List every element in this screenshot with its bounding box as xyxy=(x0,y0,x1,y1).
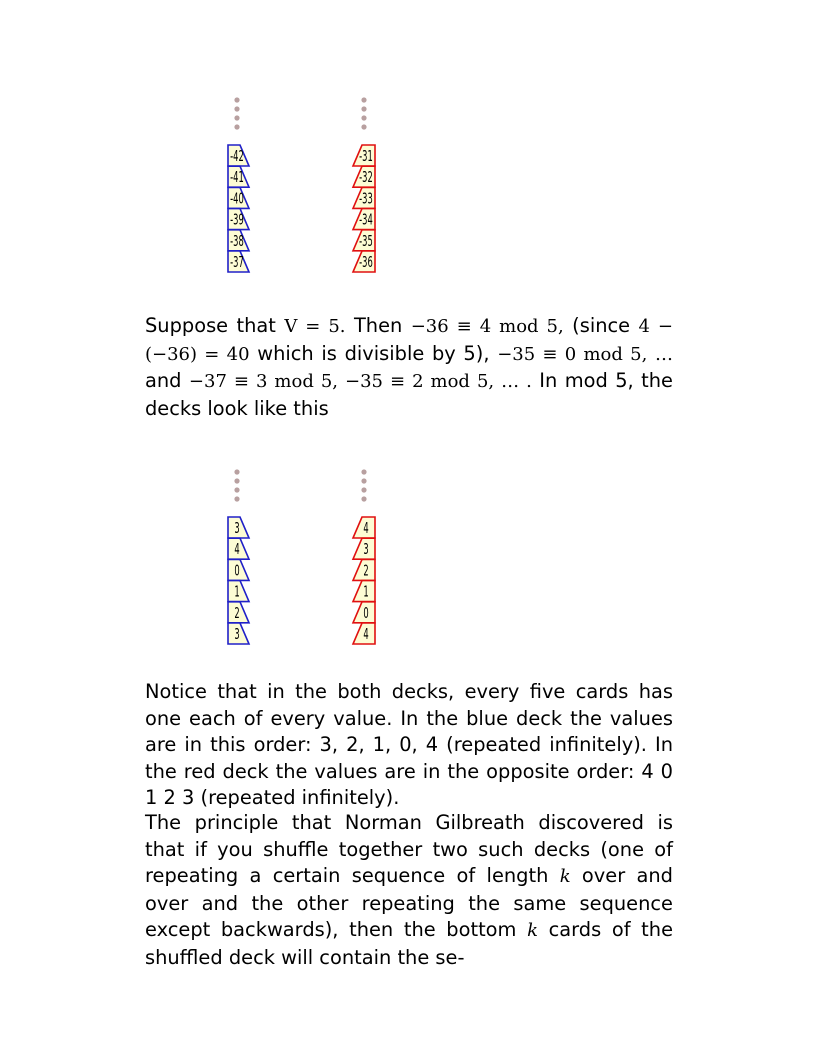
card-value: 4 xyxy=(363,624,369,643)
math-expression: 4 − (−36) = 40 xyxy=(145,316,674,365)
playing-card xyxy=(228,251,249,272)
red-deck xyxy=(353,517,375,644)
playing-card xyxy=(228,166,249,187)
card-value: -37 xyxy=(230,252,244,271)
ellipsis-dot xyxy=(234,487,239,492)
blue-deck-dots xyxy=(234,97,239,129)
ellipsis-dot xyxy=(234,115,239,120)
text: and xyxy=(145,369,189,392)
card-value: 3 xyxy=(363,539,369,558)
ellipsis-dot xyxy=(361,496,366,501)
playing-card xyxy=(228,187,249,208)
text: In mod 5, the decks look like this xyxy=(145,369,673,420)
playing-card xyxy=(353,559,375,580)
text xyxy=(647,342,655,365)
text: over and over and the other repeating the same sequence except backwards), then the bottom xyxy=(145,864,673,941)
decks-svg-2 xyxy=(0,460,816,660)
card-value: -34 xyxy=(359,210,373,229)
card-value: -36 xyxy=(359,252,373,271)
card-value: -39 xyxy=(230,210,244,229)
playing-card xyxy=(228,538,249,559)
card-value: -38 xyxy=(230,231,244,250)
text: which is divisible by 5), xyxy=(249,341,498,365)
card-value: -42 xyxy=(230,146,244,165)
card-value: 1 xyxy=(234,582,240,601)
text: cards of the shuffled deck will contain the se- xyxy=(145,918,674,969)
paragraph-deck-order: Notice that in the both decks, every five cards has one each of every value. In the blue deck the values are in this order: 3, 2, 1, 0, 4 (repeated infinitely). In the red deck the values are in the opposite order: 4 0 1 2 3 (repeated infinitely). xyxy=(145,680,673,809)
math-variable-k: k xyxy=(527,920,538,941)
card-value: 0 xyxy=(234,560,240,580)
playing-card xyxy=(353,145,375,166)
playing-card xyxy=(353,623,375,644)
card-value: -40 xyxy=(230,188,244,208)
ellipsis-dot xyxy=(234,124,239,129)
paragraph-mod-explanation xyxy=(145,313,673,422)
math-expression: −37 ≡ 3 mod 5, −35 ≡ 2 mod 5, … . xyxy=(188,371,532,392)
figure-decks-integers xyxy=(0,88,816,288)
text: Then xyxy=(345,314,411,337)
card-value: -31 xyxy=(359,146,373,165)
ellipsis-dot xyxy=(361,106,366,111)
red-deck-dots xyxy=(361,469,366,501)
ellipsis-dot xyxy=(234,469,239,474)
ellipsis-dot xyxy=(361,124,366,129)
ellipsis-dot xyxy=(361,487,366,492)
ellipsis-dot xyxy=(234,496,239,501)
ellipsis-dot xyxy=(361,115,366,120)
card-value: 3 xyxy=(234,518,240,537)
playing-card xyxy=(353,166,375,187)
playing-card xyxy=(228,209,249,230)
red-deck-dots xyxy=(361,97,366,129)
card-value: 2 xyxy=(363,560,369,580)
playing-card xyxy=(353,209,375,230)
blue-deck-dots xyxy=(234,469,239,501)
playing-card xyxy=(353,602,375,623)
paragraph-gilbreath-principle xyxy=(145,810,673,971)
playing-card xyxy=(228,230,249,251)
playing-card xyxy=(228,517,249,538)
ellipsis-dot xyxy=(234,478,239,483)
playing-card xyxy=(353,230,375,251)
card-value: 0 xyxy=(363,603,369,622)
figure-decks-mod-5 xyxy=(0,460,816,660)
math-ellipsis: … xyxy=(655,343,674,365)
ellipsis-dot xyxy=(361,97,366,102)
blue-deck xyxy=(228,517,249,644)
decks-svg-1 xyxy=(0,88,816,288)
playing-card xyxy=(353,517,375,538)
ellipsis-dot xyxy=(361,469,366,474)
ellipsis-dot xyxy=(234,106,239,111)
text: The principle that Norman Gilbreath discovered is that if you shuffle together two such decks (one of repeating a certain sequence of length xyxy=(145,811,673,887)
red-deck xyxy=(353,145,375,272)
playing-card xyxy=(353,538,375,559)
blue-deck xyxy=(228,145,249,272)
ellipsis-dot xyxy=(361,478,366,483)
playing-card xyxy=(228,602,249,623)
text: (since xyxy=(563,314,639,337)
card-value: 4 xyxy=(363,518,369,537)
playing-card xyxy=(353,581,375,602)
playing-card xyxy=(228,581,249,602)
math-expression: −36 ≡ 4 mod 5, xyxy=(410,316,564,337)
math-expression: −35 ≡ 0 mod 5, xyxy=(497,343,648,365)
playing-card xyxy=(228,623,249,644)
card-value: -32 xyxy=(359,167,373,186)
text: Suppose that xyxy=(145,314,285,337)
card-value: 2 xyxy=(234,603,240,622)
playing-card xyxy=(228,559,249,580)
card-value: 3 xyxy=(234,624,240,643)
math-variable-k: k xyxy=(559,866,571,887)
card-value: -33 xyxy=(359,188,373,208)
ellipsis-dot xyxy=(234,97,239,102)
card-value: -41 xyxy=(230,167,244,186)
card-value: -35 xyxy=(359,231,373,250)
playing-card xyxy=(353,251,375,272)
playing-card xyxy=(228,145,249,166)
playing-card xyxy=(353,187,375,208)
card-value: 1 xyxy=(363,582,369,601)
card-value: 4 xyxy=(234,539,240,558)
math-expression: V = 5. xyxy=(284,316,346,337)
